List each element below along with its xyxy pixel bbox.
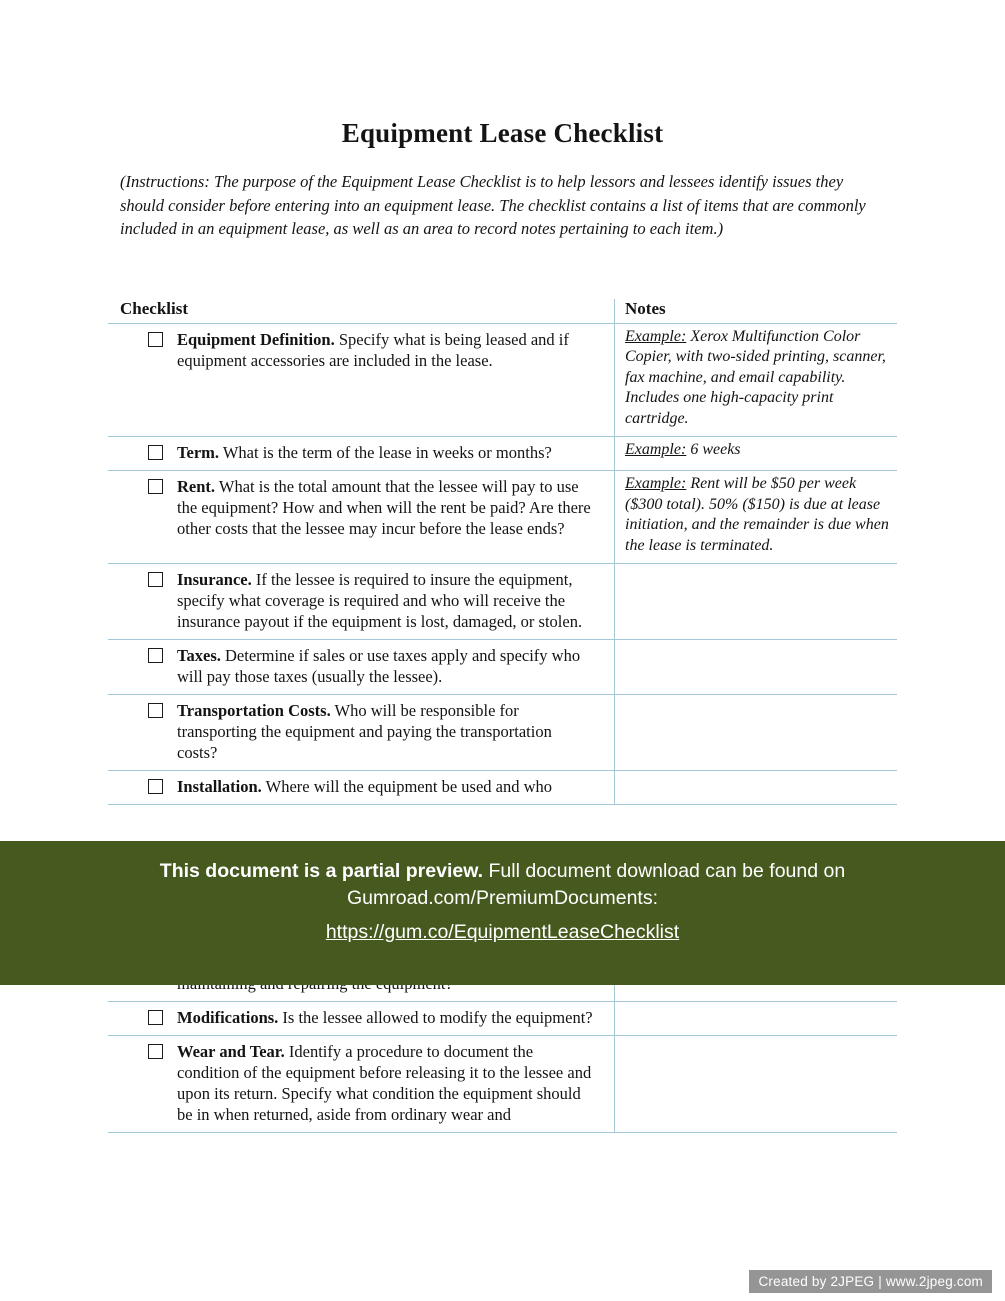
item-description: Specify what is being leased and if equipment accessories are included in the lease. <box>177 329 569 370</box>
item-title: Installation. <box>177 777 262 796</box>
table-row <box>108 437 897 471</box>
item-title: Modifications. <box>177 1008 279 1027</box>
column-header-checklist: Checklist <box>120 298 188 318</box>
notes-cell <box>614 695 897 770</box>
column-header-notes: Notes <box>614 299 897 323</box>
checkbox[interactable] <box>148 703 163 718</box>
checklist-cell <box>108 437 614 470</box>
checklist-cell <box>108 695 614 770</box>
table-row <box>108 771 897 805</box>
checklist-item-text <box>177 700 596 763</box>
checklist-item-text <box>177 329 596 430</box>
item-title: Equipment Definition. <box>177 329 335 349</box>
table-row <box>108 1002 897 1036</box>
note-text: Xerox Multifunction Color Copier, with two-sided printing, scanner, fax machine, and email capability. Includes one high-capacity print cartridge. <box>625 327 886 427</box>
item-description: What is the term of the lease in weeks or months? <box>222 443 552 462</box>
table-row <box>108 471 897 564</box>
checklist-cell <box>108 640 614 694</box>
notes-cell <box>614 640 897 694</box>
checkbox[interactable] <box>148 648 163 663</box>
note-example-label: Example: <box>625 475 687 492</box>
table-row <box>108 640 897 695</box>
checkbox[interactable] <box>148 445 163 460</box>
note-example-label: Example: <box>625 441 687 458</box>
item-description: If the lessee is required to insure the equipment, specify what coverage is required and who will receive the insurance payout if the equipment is lost, damaged, or stolen. <box>177 570 583 631</box>
item-description: What is the total amount that the lessee will pay to use the equipment? How and when will the rent be paid? Are there other costs that the lessee may incur before the lease ends? <box>177 477 591 538</box>
item-description: Where will the equipment be used and who <box>265 777 553 796</box>
checklist-cell <box>108 564 614 639</box>
checkbox[interactable] <box>148 479 163 494</box>
banner-regular-text: Full document download can be found on Gumroad.com/PremiumDocuments: <box>346 860 846 909</box>
instructions-paragraph: (Instructions: The purpose of the Equipment Lease Checklist is to help lessors and lessees identify issues they should consider before entering into an equipment lease. The checklist contains a list of items that are commonly included in an equipment lease, as well as an area to record notes pertaining to each item.) <box>120 172 866 238</box>
item-description: Identify a procedure to document the condition of the equipment before releasing it to the lessee and upon its return. Specify what condition the equipment should be in when returned, aside from ordinary wear and <box>177 1042 592 1124</box>
notes-cell <box>614 771 897 804</box>
table-row <box>108 564 897 640</box>
notes-cell <box>614 471 897 563</box>
item-description: Who will be responsible for transporting the equipment and paying the transportation costs? <box>177 701 552 762</box>
item-title: Taxes. <box>177 646 221 665</box>
note-text: Rent will be $50 per week ($300 total). 50% ($150) is due at lease initiation, and the remainder is due when the lease is terminated. <box>625 475 889 554</box>
table-row <box>108 695 897 771</box>
notes-cell <box>614 324 897 437</box>
item-title: Term. <box>177 443 220 462</box>
note-example-label: Example: <box>625 327 687 345</box>
checklist-cell <box>108 1002 614 1035</box>
checklist-item-text <box>177 776 596 797</box>
watermark: Created by 2JPEG | www.2jpeg.com <box>749 1270 992 1293</box>
notes-cell <box>614 564 897 639</box>
checklist-cell <box>108 324 614 437</box>
banner-text <box>77 858 929 912</box>
preview-banner <box>0 841 1005 985</box>
checklist-cell <box>108 1036 614 1132</box>
table-row <box>108 324 897 438</box>
checklist-item-text <box>177 645 596 687</box>
item-title: Insurance. <box>177 570 252 589</box>
notes-cell <box>614 1036 897 1132</box>
checkbox[interactable] <box>148 1010 163 1025</box>
checklist-table <box>108 299 897 1134</box>
item-description: Is the lessee allowed to modify the equipment? <box>282 1008 593 1027</box>
checkbox[interactable] <box>148 572 163 587</box>
table-header-row <box>108 299 897 324</box>
note-text: 6 weeks <box>690 441 741 458</box>
checklist-cell <box>108 771 614 804</box>
checkbox[interactable] <box>148 779 163 794</box>
checklist-item-text <box>177 476 596 556</box>
table-rows-top <box>108 324 897 806</box>
item-description: Determine if sales or use taxes apply and specify who will pay those taxes (usually the lessee). <box>177 646 581 686</box>
table-row <box>108 1036 897 1133</box>
checkbox[interactable] <box>148 332 163 347</box>
checklist-item-text <box>177 1007 596 1028</box>
checklist-item-text <box>177 1041 596 1125</box>
item-title: Transportation Costs. <box>177 701 331 720</box>
notes-cell <box>614 437 897 470</box>
item-title: Rent. <box>177 477 216 496</box>
notes-cell <box>614 1002 897 1035</box>
document-title: Equipment Lease Checklist <box>341 118 664 148</box>
checklist-cell <box>108 471 614 563</box>
checklist-item-text <box>177 442 596 463</box>
checkbox[interactable] <box>148 1044 163 1059</box>
banner-bold-text: This document is a partial preview. <box>159 860 484 882</box>
item-title: Wear and Tear. <box>177 1042 285 1061</box>
checklist-item-text <box>177 569 596 632</box>
banner-link[interactable]: https://gum.co/EquipmentLeaseChecklist <box>325 921 680 943</box>
